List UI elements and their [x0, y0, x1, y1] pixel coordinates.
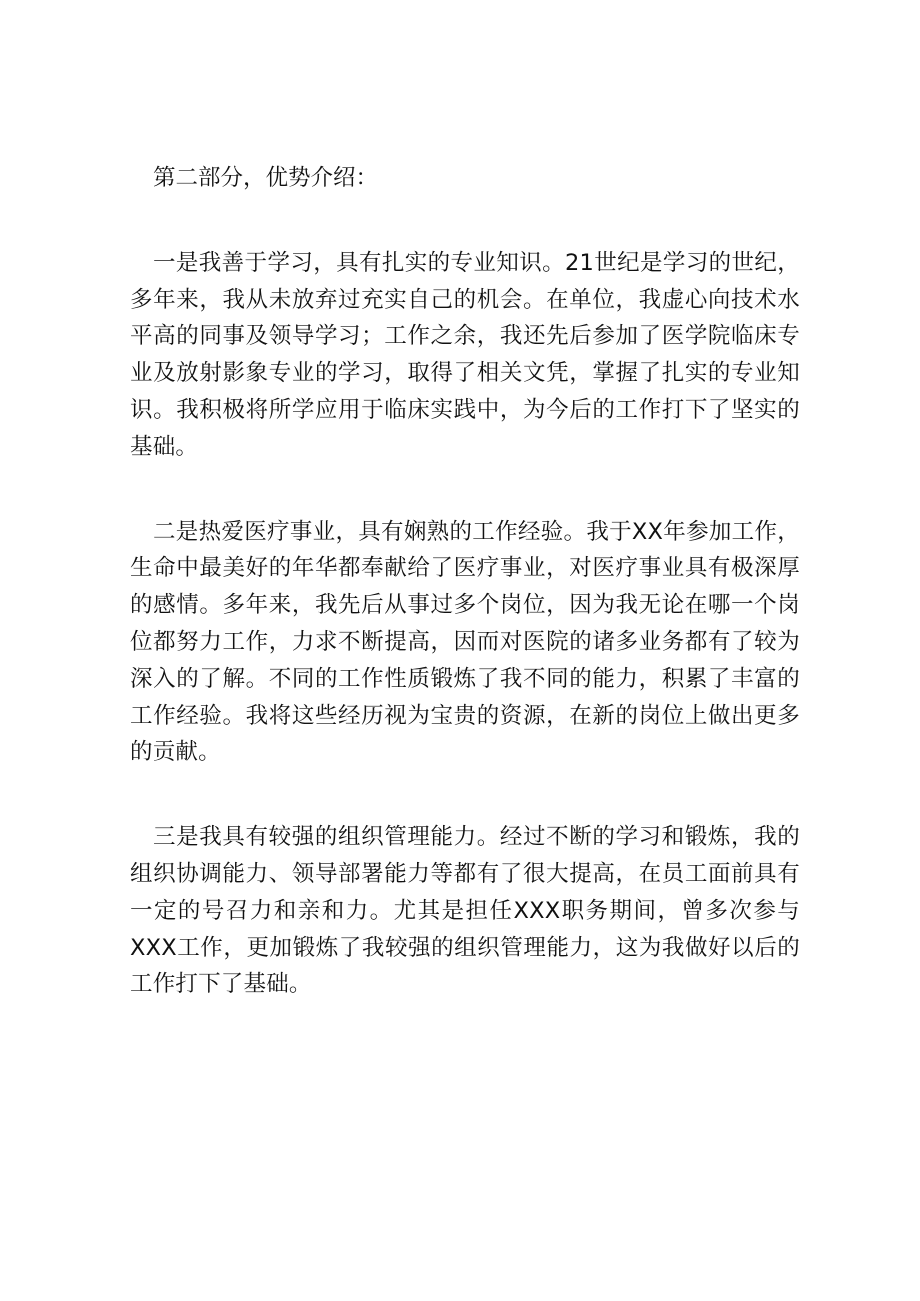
section-heading: 第二部分，优势介绍：: [153, 165, 379, 191]
paragraph-experience: 二是热爱医疗事业，具有娴熟的工作经验。我于XX年参加工作，生命中最美好的年华都奉献给了医疗事业，对医疗事业具有极深厚的感情。多年来，我先后从事过多个岗位，因为我无论在哪一个岗位都努力工作，力求不断提高，因而对医院的诸多业务都有了较为深入的了解。不同的工作性质锻炼了我不同的能力，积累了丰富的工作经验。我将这些经历视为宝贵的资源，在新的岗位上做出更多的贡献。: [130, 518, 800, 766]
paragraph-learning: 一是我善于学习，具有扎实的专业知识。21世纪是学习的世纪，多年来，我从未放弃过充实自己的机会。在单位，我虚心向技术水平高的同事及领导学习；工作之余，我还先后参加了医学院临床专业及放射影象专业的学习，取得了相关文凭，掌握了扎实的专业知识。我积极将所学应用于临床实践中，为今后的工作打下了坚实的基础。: [130, 249, 800, 460]
paragraph-management: 三是我具有较强的组织管理能力。经过不断的学习和锻炼，我的组织协调能力、领导部署能力等都有了很大提高，在员工面前具有一定的号召力和亲和力。尤其是担任XXX职务期间，曾多次参与XXX工作，更加锻炼了我较强的组织管理能力，这为我做好以后的工作打下了基础。: [130, 824, 800, 998]
document-body: [130, 160, 800, 1003]
